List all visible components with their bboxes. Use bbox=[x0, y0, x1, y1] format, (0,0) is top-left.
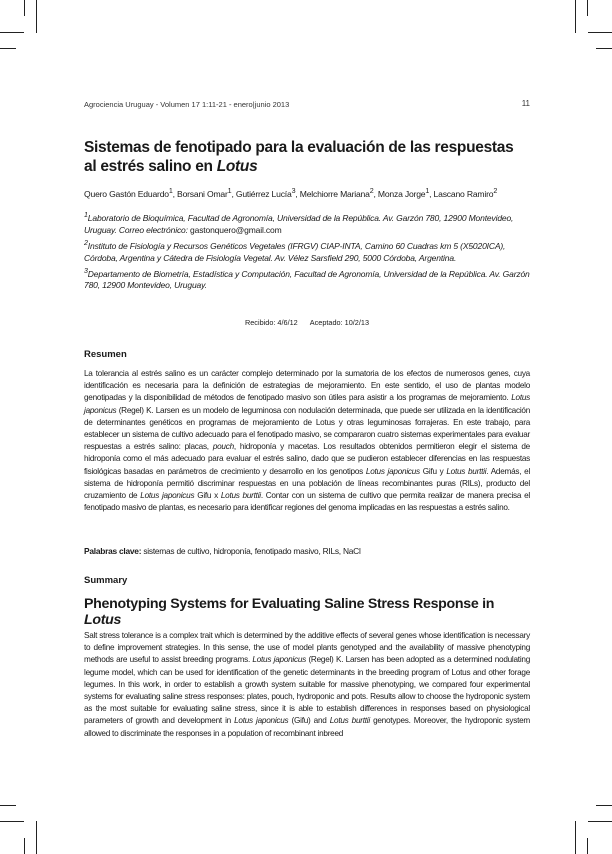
dates-line bbox=[84, 318, 530, 327]
affiliation-3 bbox=[84, 265, 530, 292]
affiliation-number: 3 bbox=[84, 266, 88, 275]
accepted-date: Aceptado: 10/2/13 bbox=[309, 318, 369, 327]
author-name: Quero Gastón Eduardo bbox=[84, 188, 169, 199]
crop-mark bbox=[0, 48, 16, 49]
english-title-genus: Lotus bbox=[84, 612, 122, 628]
affiliations bbox=[84, 209, 530, 292]
author-name: Melchiorre Mariana bbox=[299, 188, 370, 199]
author-email: gastonquero@gmail.com bbox=[190, 224, 282, 235]
crop-mark bbox=[596, 805, 612, 806]
resumen-heading: Resumen bbox=[84, 349, 127, 360]
author-sup: 1 bbox=[425, 187, 430, 195]
affiliation-number: 2 bbox=[84, 238, 88, 247]
text-run: Gifu x bbox=[194, 491, 221, 501]
species-name: Lotus japonicus bbox=[234, 716, 289, 726]
affiliation-2 bbox=[84, 237, 530, 264]
text-run: (Gifu) and bbox=[288, 716, 330, 726]
resumen-body bbox=[84, 368, 530, 514]
affiliation-text: Departamento de Biometría, Estadística y Computación, Facultad de Agronomía, Universidad de la República. Av. Garzón 780, 12900 Montevideo, Uruguay. bbox=[84, 268, 530, 291]
running-header bbox=[84, 100, 530, 109]
text-run: La tolerancia al estrés salino es un carácter complejo determinado por la sumatoria de los efectos de numerosos genes, cuya identificación es necesaria para la definición de estrategias de mejoramiento. En este sentido, el uso de plantas modelo genotipadas y la disponibilidad de métodos de fenotipado masivo son útiles para asistir a los programas de mejoramiento. bbox=[84, 369, 530, 403]
author-name: Monza Jorge bbox=[377, 188, 426, 199]
crop-mark bbox=[588, 821, 612, 822]
text-run: . Contar con un sistema de cultivo que permita realizar de manera precisa el fenotipado masivo de plantas, es necesario para identificar regiones del genoma implicadas en las respuestas a estrés salino. bbox=[84, 491, 530, 513]
keywords bbox=[84, 546, 530, 556]
keywords-text: sistemas de cultivo, hidroponía, fenotipado masivo, RILs, NaCl bbox=[141, 546, 361, 556]
author-name: Lascano Ramiro bbox=[433, 188, 494, 199]
crop-mark bbox=[596, 48, 612, 49]
author-sup: 2 bbox=[369, 187, 374, 195]
crop-mark bbox=[0, 821, 24, 822]
received-date: Recibido: 4/6/12 bbox=[244, 318, 298, 327]
author-name: Gutiérrez Lucía bbox=[235, 188, 292, 199]
affiliation-text: Instituto de Fisiología y Recursos Genéticos Vegetales (IFRGV) CIAP-INTA, Camino 60 Cuadras km 5 (X5020ICA), Córdoba, Argentina y Cátedra de Fisiología Vegetal. Av. Vélez Sarsfield 290, 5000 Córdoba, Argentina. bbox=[84, 240, 506, 263]
keywords-label: Palabras clave: bbox=[84, 546, 142, 556]
text-run: (Regel) K. Larsen es un modelo de leguminosa con nodulación determinada, que puede ser utilizada en la identificación de determinantes genéticos en programas de mejoramiento de Lotus y otras leguminosas forrajeras. En este trabajo, para establecer un sistema de cultivo adecuado para el fenotipado masivo, se compararon cuatro sistemas experimentales para evaluar respuestas a estrés salino: placas, bbox=[84, 405, 530, 452]
english-title bbox=[84, 596, 530, 628]
text-run: , hidroponía y macetas. Los resultados obtenidos permitieron elegir el sistema de hidroponía como el más adecuado para evaluar el estrés salino, dado que se pudieron establecer diferencias en las respuestas fisiológicas basadas en parámetros de crecimiento y desarrollo en los genotipos bbox=[84, 442, 530, 476]
species-name: Lotus burttii bbox=[329, 716, 370, 726]
crop-mark bbox=[36, 821, 37, 854]
species-name: Lotus japonicus bbox=[140, 491, 195, 501]
crop-mark bbox=[0, 32, 24, 33]
english-title-text: Phenotyping Systems for Evaluating Saline Stress Response in bbox=[84, 596, 495, 612]
species-name: Lotus burttii bbox=[220, 491, 261, 501]
article-title bbox=[84, 138, 524, 176]
affiliation-number: 1 bbox=[84, 211, 88, 219]
crop-mark bbox=[575, 821, 576, 854]
author-sup: 3 bbox=[291, 187, 296, 195]
journal-info: Agrociencia Uruguay - Volumen 17 1:11-21 - enero|junio 2013 bbox=[84, 100, 290, 109]
species-name: Lotus japonicus bbox=[84, 393, 530, 415]
author-sup: 1 bbox=[227, 187, 232, 195]
summary-heading: Summary bbox=[84, 575, 128, 586]
species-name: Lotus burttii bbox=[446, 466, 487, 476]
affiliation-text: Laboratorio de Bioquímica, Facultad de Agronomía, Universidad de la República. Av. Garzón 780, 12900 Montevideo, Uruguay. Correo electrónico: bbox=[84, 212, 514, 235]
crop-mark bbox=[587, 0, 588, 16]
text-run: (Regel) K. Larsen has been adopted as a determined nodulating legume model, which can be used for identification of the genetic determinants in the breeding program of Lotus and other forage legumes. In this work, in order to establish a growth system suitable for massive phenotyping, we compared four experimental systems for evaluating saline stress responses: plates, pouch, hydroponic and pots. Results allow to choose the hydroponic system as the most suitable for evaluating saline stress, since it is able to establish differences in responses based on physiological parameters of growth and development in bbox=[84, 655, 530, 726]
author-sup: 1 bbox=[168, 187, 173, 195]
crop-mark bbox=[587, 838, 588, 854]
text-run: Salt stress tolerance is a complex trait which is determined by the additive effects of several genes whose identification is necessary to define improvement strategies. In this sense, the use of model plants genotyped and the availability of massive phenotyping methods are useful to assist breeding programs. bbox=[84, 631, 530, 665]
author-sup: 2 bbox=[493, 187, 498, 195]
text-run: Gifu y bbox=[419, 466, 447, 476]
text-run: genotypes. Moreover, the hydroponic system allowed to discriminate the responses in a population of recombinant inbreed bbox=[84, 716, 530, 738]
crop-mark bbox=[24, 0, 25, 16]
author-name: Borsani Omar bbox=[177, 188, 228, 199]
page-number: 11 bbox=[521, 99, 530, 108]
crop-mark bbox=[575, 0, 576, 33]
crop-mark bbox=[24, 838, 25, 854]
summary-body bbox=[84, 630, 530, 740]
title-text: Sistemas de fenotipado para la evaluación de las respuestas al estrés salino en bbox=[84, 139, 514, 175]
crop-mark bbox=[36, 0, 37, 33]
title-genus: Lotus bbox=[216, 158, 258, 175]
crop-mark bbox=[588, 32, 612, 33]
species-name: Lotus japonicus bbox=[365, 466, 420, 476]
text-run: . Además, el sistema de hidroponía permitió discriminar respuestas en una población de líneas recombinantes puras (RILs), producto del cruzamiento de bbox=[84, 466, 531, 501]
affiliation-1 bbox=[84, 209, 530, 236]
species-name: Lotus japonicus bbox=[252, 655, 306, 665]
pouch-term: pouch bbox=[212, 442, 234, 452]
author-list: Quero Gastón Eduardo$^1$, Borsani Omar$^1$, Gutiérrez Lucía$^3$, Melchiorre Mariana$^2$, Monza Jorge$^1$, Lascano Ramiro$^2$ bbox=[84, 187, 498, 199]
crop-mark bbox=[0, 805, 16, 806]
